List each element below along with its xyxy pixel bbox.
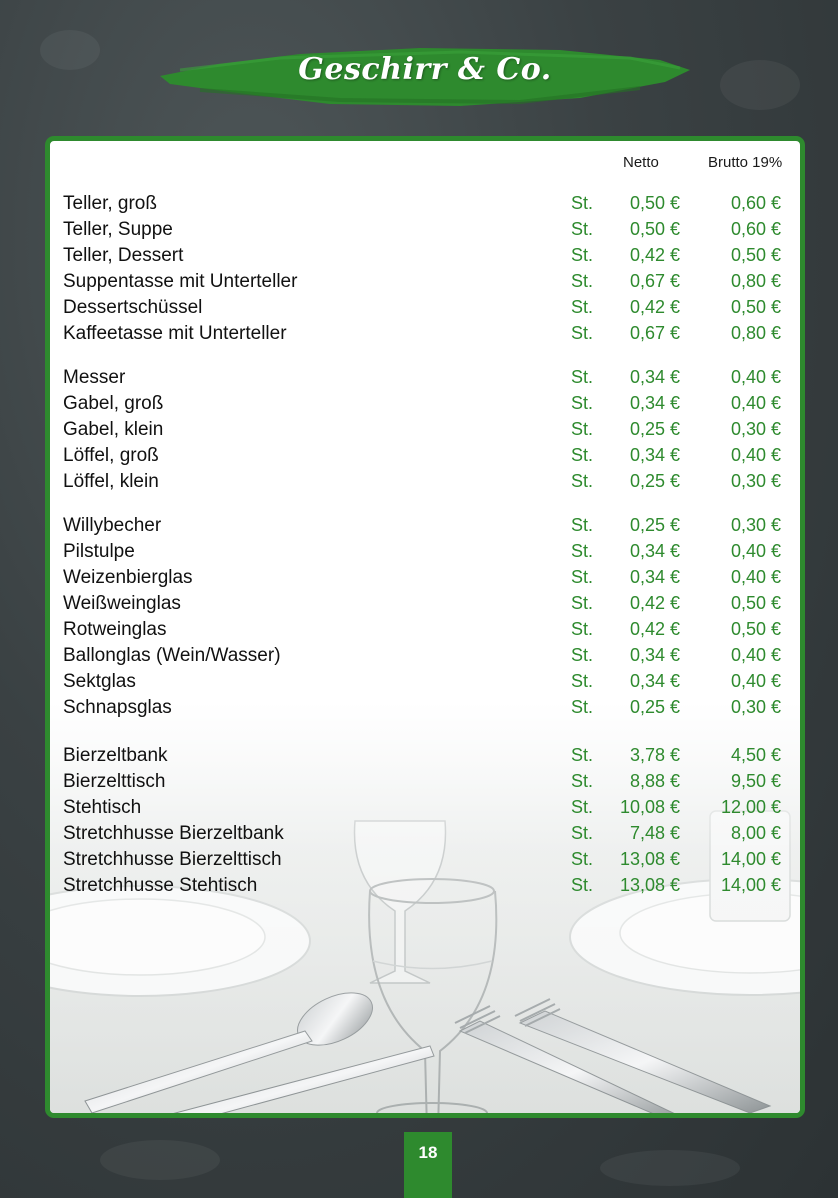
item-price-brutto: 0,50 € [730,619,781,639]
item-price-netto: 0,42 € [629,619,680,639]
table-row [63,823,793,849]
item-unit: St. [571,593,594,613]
table-row [63,219,793,245]
item-price-netto: 7,48 € [629,823,680,843]
item-unit: St. [571,797,594,817]
item-price-netto: 8,88 € [629,771,680,791]
item-name: Suppentasse mit Unterteller [63,271,298,292]
item-name: Messer [63,367,126,388]
item-name: Löffel, klein [63,471,159,492]
item-name: Rotweinglas [63,619,167,640]
item-price-netto: 0,42 € [629,245,680,265]
item-unit: St. [571,271,594,291]
item-price-brutto: 0,40 € [730,367,781,387]
table-row [63,619,793,645]
table-row [63,797,793,823]
item-unit: St. [571,875,594,895]
item-unit: St. [571,323,594,343]
item-name: Willybecher [63,515,162,536]
table-row [63,445,793,471]
item-name: Löffel, groß [63,445,159,466]
page-title: Geschirr & Co. [298,52,552,87]
table-row [63,193,793,219]
item-price-netto: 0,50 € [629,193,680,213]
item-price-netto: 0,34 € [629,671,680,691]
item-price-brutto: 0,40 € [730,645,781,665]
item-name: Gabel, klein [63,419,164,440]
item-name: Weißweinglas [63,593,181,614]
table-row [63,771,793,797]
item-name: Teller, groß [63,193,157,214]
item-price-netto: 0,25 € [629,515,680,535]
item-price-brutto: 0,30 € [730,697,781,717]
item-price-netto: 0,42 € [629,297,680,317]
table-row [63,367,793,393]
item-price-netto: 0,34 € [629,367,680,387]
item-name: Ballonglas (Wein/Wasser) [63,645,281,666]
item-price-netto: 0,67 € [629,271,680,291]
item-unit: St. [571,419,594,439]
table-row [63,567,793,593]
item-unit: St. [571,393,594,413]
item-unit: St. [571,541,594,561]
item-name: Pilstulpe [63,541,135,562]
item-price-netto: 0,25 € [629,471,680,491]
item-price-netto: 0,34 € [629,445,680,465]
item-price-brutto: 0,60 € [730,193,781,213]
item-price-netto: 0,50 € [629,219,680,239]
item-name: Teller, Dessert [63,245,184,266]
item-unit: St. [571,671,594,691]
table-row [63,671,793,697]
table-row [63,593,793,619]
item-price-netto: 0,34 € [629,645,680,665]
table-row [63,271,793,297]
item-price-brutto: 0,40 € [730,393,781,413]
item-name: Kaffeetasse mit Unterteller [63,323,287,344]
item-price-netto: 0,67 € [629,323,680,343]
item-price-brutto: 0,30 € [730,471,781,491]
item-price-brutto: 0,80 € [730,323,781,343]
item-unit: St. [571,849,594,869]
item-price-brutto: 0,40 € [730,567,781,587]
item-unit: St. [571,219,594,239]
column-header-brutto: Brutto 19% [708,154,783,171]
table-row [63,419,793,445]
item-price-brutto: 0,40 € [730,671,781,691]
item-name: Bierzelttisch [63,771,166,792]
item-unit: St. [571,771,594,791]
texture-speck [40,30,100,70]
item-price-brutto: 0,40 € [730,445,781,465]
table-row [63,645,793,671]
item-price-brutto: 0,40 € [730,541,781,561]
item-unit: St. [571,567,594,587]
item-name: Stretchhusse Bierzelttisch [63,849,282,870]
item-unit: St. [571,297,594,317]
page-number: 18 [418,1143,438,1162]
item-unit: St. [571,193,594,213]
texture-speck [720,60,800,110]
table-row [63,875,793,901]
item-name: Stretchhusse Stehtisch [63,875,258,896]
item-unit: St. [571,745,594,765]
item-price-netto: 3,78 € [629,745,680,765]
item-name: Teller, Suppe [63,219,173,240]
item-price-brutto: 0,50 € [730,245,781,265]
item-unit: St. [571,619,594,639]
item-name: Weizenbierglas [63,567,193,588]
item-name: Stretchhusse Bierzeltbank [63,823,284,844]
item-price-brutto: 4,50 € [730,745,781,765]
column-header-netto: Netto [623,154,659,171]
item-price-brutto: 14,00 € [720,849,781,869]
item-price-brutto: 0,30 € [730,419,781,439]
texture-speck [100,1140,220,1180]
item-price-brutto: 12,00 € [720,797,781,817]
table-row [63,515,793,541]
item-price-netto: 0,34 € [629,567,680,587]
item-unit: St. [571,367,594,387]
item-price-brutto: 0,30 € [730,515,781,535]
item-name: Dessertschüssel [63,297,203,318]
table-row [63,849,793,875]
texture-speck [600,1150,740,1186]
item-name: Gabel, groß [63,393,164,414]
item-price-netto: 0,34 € [629,541,680,561]
item-price-netto: 0,25 € [629,697,680,717]
item-price-netto: 0,42 € [629,593,680,613]
page-number-tab [404,1132,452,1198]
table-row [63,323,793,349]
item-price-brutto: 14,00 € [720,875,781,895]
item-price-brutto: 0,80 € [730,271,781,291]
item-unit: St. [571,697,594,717]
item-name: Stehtisch [63,797,142,818]
table-row [63,745,793,771]
item-unit: St. [571,645,594,665]
table-row [63,541,793,567]
item-unit: St. [571,445,594,465]
item-name: Schnapsglas [63,697,172,718]
item-price-brutto: 0,50 € [730,593,781,613]
item-price-netto: 0,34 € [629,393,680,413]
item-name: Bierzeltbank [63,745,168,766]
item-unit: St. [571,471,594,491]
item-price-netto: 10,08 € [619,797,680,817]
table-row [63,697,793,723]
item-price-brutto: 8,00 € [730,823,781,843]
table-row [63,245,793,271]
table-row [63,393,793,419]
item-price-brutto: 0,60 € [730,219,781,239]
item-price-netto: 13,08 € [619,875,680,895]
title-banner [160,40,690,112]
item-price-brutto: 9,50 € [730,771,781,791]
table-row [63,471,793,497]
table-row [63,297,793,323]
item-price-netto: 0,25 € [629,419,680,439]
item-unit: St. [571,823,594,843]
item-unit: St. [571,245,594,265]
item-unit: St. [571,515,594,535]
item-name: Sektglas [63,671,136,692]
item-price-netto: 13,08 € [619,849,680,869]
item-price-brutto: 0,50 € [730,297,781,317]
